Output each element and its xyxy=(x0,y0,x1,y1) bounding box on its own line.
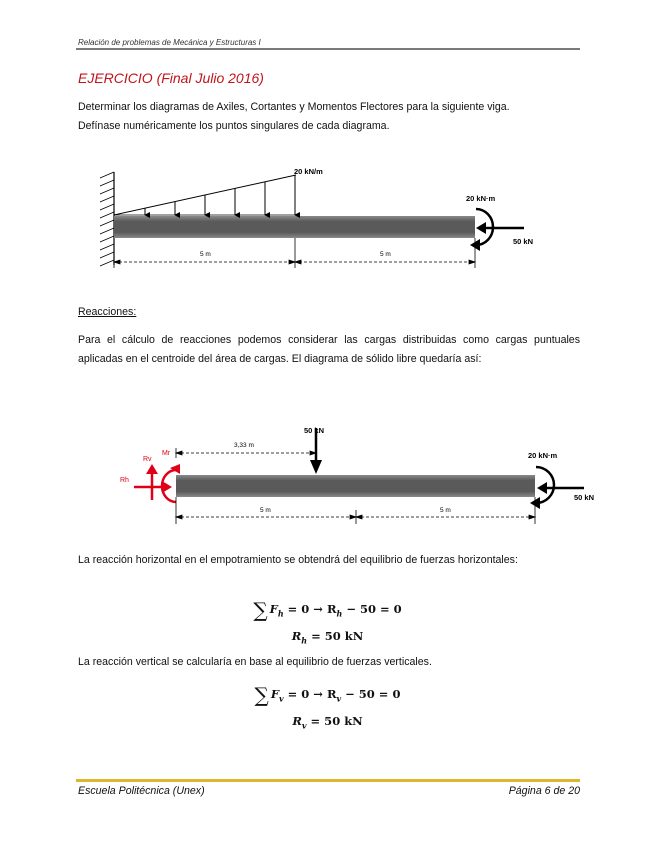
fixed-support xyxy=(100,172,114,266)
reactions-heading: Reacciones: xyxy=(78,306,137,318)
free-body-diagram xyxy=(0,420,655,530)
intro-paragraph xyxy=(78,98,580,136)
load-label: 20 kN/m xyxy=(294,167,323,176)
moment-label: 20 kN·m xyxy=(466,194,496,203)
horizontal-equation: ∑ $F_h = 0 \to R_h - 50 = 0$ xyxy=(253,598,402,622)
vertical-result: $R_v = 50$ kN xyxy=(292,714,363,731)
rv-label: Rv xyxy=(143,456,152,463)
beam-figure-1 xyxy=(0,160,655,270)
vertical-equation: ∑ $F_v = 0 \to R_v - 50 = 0$ xyxy=(254,683,401,707)
dimension-lines xyxy=(176,497,535,524)
distributed-load xyxy=(114,175,296,215)
rh-label: Rh xyxy=(120,477,129,484)
point-load-label: 50 kN xyxy=(304,426,325,435)
vertical-text: La reacción vertical se calcularía en base al equilibrio de fuerzas verticales. xyxy=(78,656,432,668)
distance-label: 3,33 m xyxy=(234,442,254,449)
intro-line-1: Determinar los diagramas de Axiles, Cortantes y Momentos Flectores para la siguiente viga. xyxy=(78,101,510,113)
force-label: 50 kN xyxy=(513,237,534,246)
span-1-label: 5 m xyxy=(200,251,211,258)
moment-label: 20 kN·m xyxy=(528,451,558,460)
header-rule xyxy=(76,48,580,50)
page-number: Página 6 de 20 xyxy=(508,785,580,797)
span-2-label: 5 m xyxy=(380,251,391,258)
beam xyxy=(176,475,535,497)
force-label: 50 kN xyxy=(574,493,595,502)
intro-line-2: Defínase numéricamente los puntos singulares de cada diagrama. xyxy=(78,120,390,132)
distance-dimension xyxy=(176,448,316,458)
dimension-lines xyxy=(114,238,475,268)
page-header: Relación de problemas de Mecánica y Estructuras I xyxy=(78,38,261,47)
span-1-label: 5 m xyxy=(260,507,271,514)
horizontal-result: $R_h = 50$ kN xyxy=(291,629,364,646)
horizontal-text: La reacción horizontal en el empotramiento se obtendrá del equilibrio de fuerzas horizontales: xyxy=(78,554,518,566)
span-2-label: 5 m xyxy=(440,507,451,514)
footer-rule xyxy=(76,779,580,782)
reactions-paragraph: Para el cálculo de reacciones podemos considerar las cargas distribuidas como cargas puntuales aplicadas en el centroide del área de cargas. El diagrama de sólido libre quedaría así: xyxy=(78,334,580,365)
footer-school: Escuela Politécnica (Unex) xyxy=(78,785,205,797)
exercise-title: EJERCICIO (Final Julio 2016) xyxy=(78,70,264,86)
mr-label: Mr xyxy=(162,450,171,457)
beam xyxy=(114,216,475,238)
